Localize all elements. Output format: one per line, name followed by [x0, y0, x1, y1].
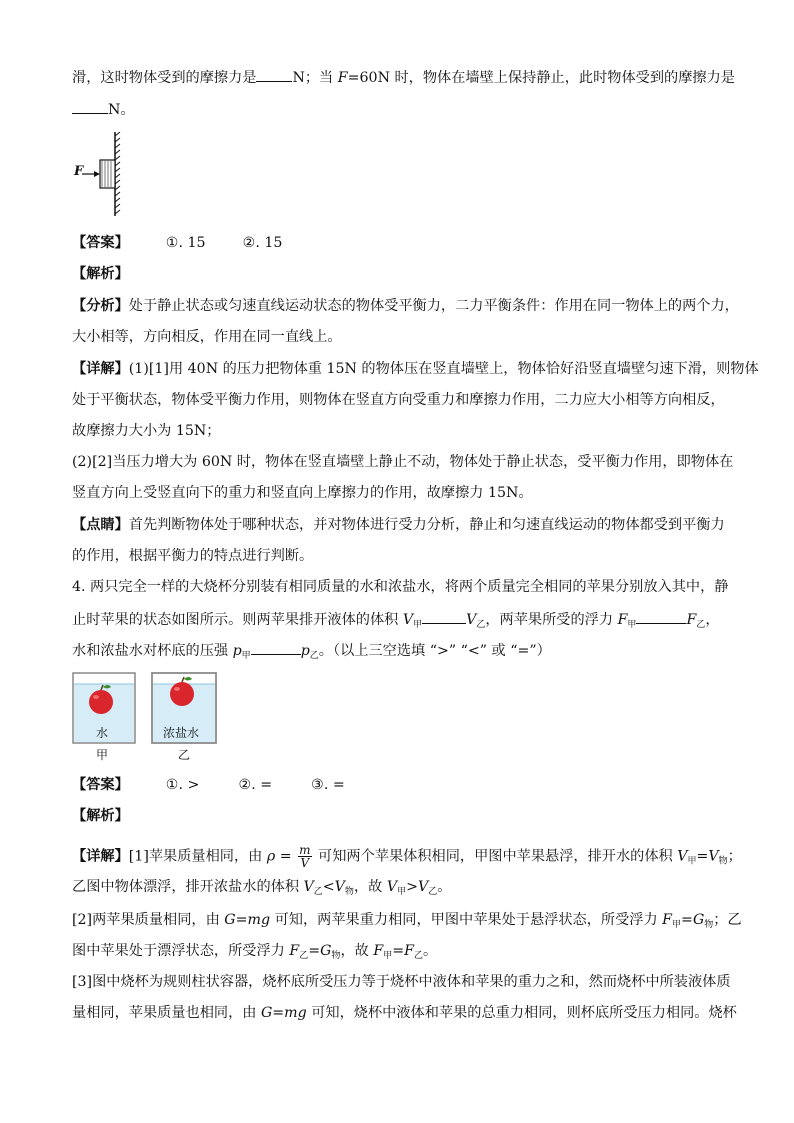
text: 。: [437, 879, 452, 895]
answer-tag: 【答案】: [72, 777, 129, 793]
text: [3]图中烧杯为规则柱状容器，烧杯底所受压力等于烧杯中液体和苹果的重力之和，然而烧杯中所装液体质: [72, 974, 731, 990]
q4-line-3: [72, 640, 551, 666]
text: 处于静止状态或匀速直线运动状态的物体受平衡力，二力平衡条件：作用在同一物体上的两个力，: [128, 298, 739, 314]
text: 乙图中物体漂浮，排开浓盐水的体积: [72, 879, 304, 895]
text: ，故: [340, 943, 374, 959]
answer-2: ②. =: [238, 777, 273, 793]
sub: 乙: [476, 620, 486, 630]
text: 的作用，根据平衡力的特点进行判断。: [72, 548, 314, 564]
text: ，故: [353, 879, 387, 895]
q4-xiangjie-2: 乙图中物体漂浮，排开浓盐水的体积 $V_乙<V_物$，故 $V_甲>V_乙$。: [72, 879, 452, 897]
answer-1: ①. 15: [165, 235, 206, 251]
text: 可知，两苹果重力相同，甲图中苹果处于悬浮状态，所受浮力: [270, 912, 663, 928]
answer-blank: [422, 609, 466, 624]
sub: 乙: [309, 651, 319, 661]
var: F: [404, 943, 414, 959]
q3-xiangjie-3: [72, 421, 220, 441]
beaker-label-water: 水: [96, 726, 109, 740]
text: =: [275, 848, 297, 865]
var: V: [466, 612, 477, 628]
var: p: [232, 643, 242, 659]
q3-line-2: [72, 99, 135, 120]
text: ，两苹果所受的浮力: [485, 612, 618, 628]
text: ；乙: [713, 912, 742, 928]
text: 大小相等，方向相反，作用在同一直线上。: [72, 329, 342, 345]
var: F: [686, 612, 697, 628]
q3-xiangjie-1: [72, 359, 759, 379]
variable-F: F: [337, 70, 348, 86]
var: =mg: [235, 912, 271, 928]
sub: 甲: [687, 856, 697, 867]
var: V: [386, 879, 398, 895]
q3-analysis-tag: [72, 264, 129, 284]
q3-fenxi-1: [72, 296, 739, 316]
xiangjie-tag: 【详解】: [72, 848, 129, 865]
q3-answer-row: [72, 233, 282, 253]
var: V: [417, 879, 429, 895]
text: =60N 时，物体在墙壁上保持静止，此时物体受到的摩擦力是: [347, 70, 735, 86]
q3-line-1: [72, 67, 735, 88]
var: F: [373, 943, 384, 959]
text: N。: [108, 102, 135, 118]
question-text: 4. 两只完全一样的大烧杯分别装有相同质量的水和浓盐水，将两个质量完全相同的苹果分别放入其中，静: [72, 579, 729, 595]
beaker-caption-jia: 甲: [96, 748, 109, 762]
text: 。: [422, 943, 438, 959]
sub: 甲: [413, 620, 423, 630]
sub: 物: [718, 856, 728, 867]
q4-xiangjie-6: [72, 1003, 737, 1023]
text: 竖直方向上受竖直向下的重力和竖直向上摩擦力的作用，故摩擦力 15N。: [72, 485, 533, 501]
dianjing-tag: 【点睛】: [72, 517, 129, 533]
answer-tag: 【答案】: [72, 235, 129, 251]
q4-line-2: [72, 609, 720, 635]
text: 可知，烧杯中液体和苹果的总重力相同，则杯底所受压力相同。烧杯: [306, 1005, 737, 1021]
var: F: [617, 612, 628, 628]
q4-line-1: [72, 577, 729, 597]
var: p: [300, 643, 310, 659]
q4-analysis-tag: [72, 806, 129, 826]
sub: 甲: [397, 887, 407, 897]
sub: 乙: [413, 951, 423, 961]
sub: 乙: [696, 620, 706, 630]
frac-denominator: V: [300, 856, 310, 870]
var: F: [289, 943, 300, 959]
sub: 甲: [241, 651, 251, 661]
frac-numerator: m: [299, 843, 311, 857]
q3-xiangjie-5: [72, 483, 533, 503]
text: 可知两个苹果体积相同，甲图中苹果悬浮，排开水的体积: [313, 848, 678, 865]
text: N；当: [292, 70, 338, 86]
var: V: [677, 848, 688, 865]
wall-force-figure: [72, 132, 132, 218]
sub: 甲: [383, 951, 393, 961]
fraction-m-over-V: [298, 844, 311, 869]
var: V: [303, 879, 314, 895]
var: G: [224, 912, 236, 928]
sub: 乙: [428, 887, 438, 897]
sub: 乙: [299, 951, 309, 961]
beakers-figure: [72, 672, 222, 764]
answer-blank: [72, 99, 108, 114]
var: G: [320, 943, 332, 959]
sub: 物: [344, 887, 354, 897]
text: 处于平衡状态，物体受平衡力作用，则物体在竖直方向受重力和摩擦力作用，二力应大小相等方向相反，: [72, 392, 725, 408]
var: G: [692, 912, 705, 928]
q3-xiangjie-2: [72, 390, 725, 410]
text: 故摩擦力大小为 15N；: [72, 423, 221, 439]
analysis-tag: 【解析】: [72, 808, 129, 824]
q3-xiangjie-4: [72, 452, 733, 472]
q3-fenxi-2: [72, 327, 342, 347]
var: V: [708, 848, 719, 865]
q3-dianjing-1: [72, 515, 725, 535]
var: G: [260, 1005, 273, 1021]
q4-xiangjie-5: [72, 972, 731, 992]
text: ；: [727, 848, 742, 865]
analysis-tag: 【解析】: [72, 266, 129, 282]
text: 止时苹果的状态如图所示。则两苹果排开液体的体积: [72, 612, 403, 628]
text: 。（以上三空选填 “>” “<” 或 “=”）: [318, 643, 551, 659]
sub: 物: [704, 920, 714, 930]
q3-dianjing-2: [72, 546, 313, 566]
q4-answer-row: [72, 775, 345, 795]
text: [1]苹果质量相同，由: [128, 848, 267, 865]
var: F: [662, 912, 673, 928]
xiangjie-tag: 【详解】: [72, 361, 129, 377]
text: ，: [705, 612, 720, 628]
answer-blank: [251, 640, 301, 655]
text: 首先判断物体处于哪种状态，并对物体进行受力分析，静止和匀速直线运动的物体都受到平衡力: [128, 517, 725, 533]
q4-xiangjie-3: [2]两苹果质量相同，由 G=mg 可知，两苹果重力相同，甲图中苹果处于悬浮状态，所受浮力 $F_甲=G_物$；乙: [72, 912, 742, 930]
var: V: [334, 879, 345, 895]
text: 水和浓盐水对杯底的压强: [72, 643, 233, 659]
var: V: [402, 612, 414, 628]
force-label-F: F: [74, 164, 84, 179]
answer-2: ②. 15: [242, 235, 283, 251]
sub: 物: [331, 951, 341, 961]
sub: 甲: [672, 920, 682, 930]
text: (2)[2]当压力增大为 60N 时，物体在竖直墙壁上静止不动，物体处于静止状态，受平衡力作用，即物体在: [72, 454, 734, 470]
beaker-label-brine: 浓盐水: [163, 726, 200, 740]
sub: 甲: [627, 620, 637, 630]
text: 量相同，苹果质量也相同，由: [72, 1005, 261, 1021]
text: 图中苹果处于漂浮状态，所受浮力: [72, 943, 290, 959]
var-rho: ρ: [266, 848, 276, 865]
answer-3: ③. =: [311, 777, 345, 793]
var: =mg: [272, 1005, 307, 1021]
text: 滑，这时物体受到的摩擦力是: [72, 70, 257, 86]
answer-1: ①. >: [165, 777, 200, 793]
answer-blank: [256, 67, 292, 82]
answer-blank: [636, 609, 686, 624]
text: (1)[1]用 40N 的压力把物体重 15N 的物体压在竖直墙壁上，物体恰好沿竖直墙壁匀速下滑，则物体: [128, 361, 759, 377]
fenxi-tag: 【分析】: [72, 298, 129, 314]
beaker-caption-yi: 乙: [178, 748, 191, 762]
q4-xiangjie-1: 【详解】[1]苹果质量相同，由 ρ = $\frac{m}{V}$ 可知两个苹果体积相同，甲图中苹果悬浮，排开水的体积 $V_甲=V_物$；: [72, 843, 742, 870]
q4-xiangjie-4: 图中苹果处于漂浮状态，所受浮力 $F_乙=G_物$，故 $F_甲=F_乙$。: [72, 943, 438, 961]
sub: 乙: [313, 887, 323, 897]
text: [2]两苹果质量相同，由: [72, 912, 225, 928]
